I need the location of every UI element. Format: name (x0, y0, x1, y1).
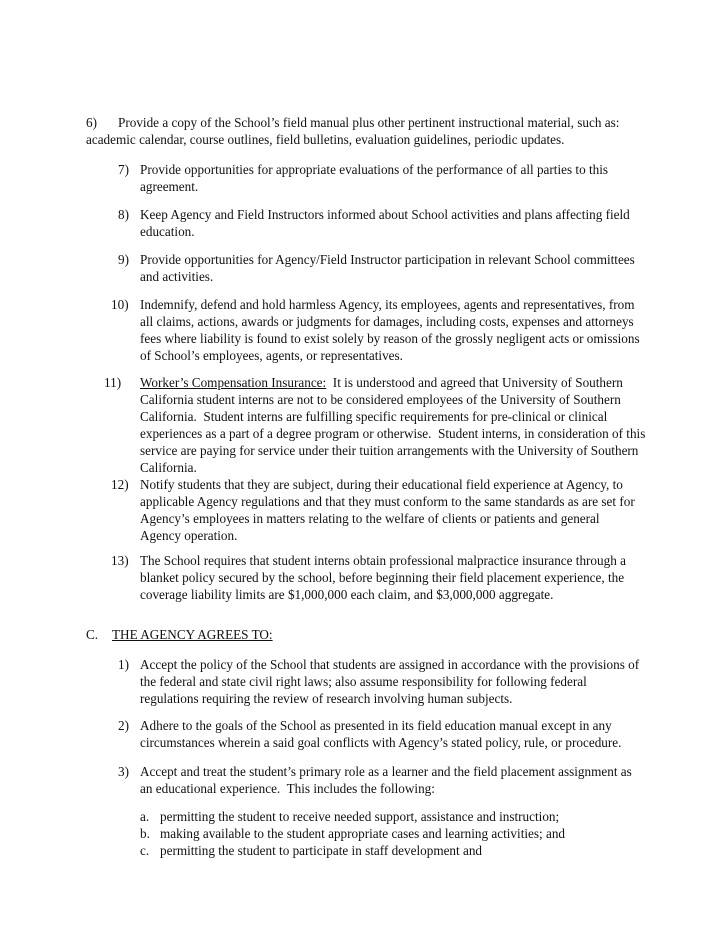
item-text-line: experiences as a part of a degree program or otherwise. Student interns, in consideration of this (140, 426, 646, 441)
item-text-line: Keep Agency and Field Instructors informed about School activities and plans affecting field (140, 207, 630, 222)
item-text-line: California. (140, 460, 197, 475)
sub-item-letter: c. (140, 843, 150, 858)
item-text-rest: It is understood and agreed that University of Southern (326, 375, 623, 390)
item-text-line: Notify students that they are subject, during their educational field experience at Agency, to (140, 477, 623, 492)
sub-item-letter: a. (140, 809, 150, 824)
item-text-line: applicable Agency regulations and that they must conform to the same standards as are set for (140, 494, 635, 509)
item-text-line: Agency operation. (140, 528, 238, 543)
item-text-line: and activities. (140, 269, 214, 284)
sub-item-letter: b. (140, 826, 150, 841)
item-text-line: Agency’s employees in matters relating to the welfare of clients or patients and general (140, 511, 600, 526)
item-number: 8) (118, 207, 129, 222)
item-text-line: Provide a copy of the School’s field manual plus other pertinent instructional material, such as: (118, 115, 620, 130)
item-number: 3) (118, 764, 129, 779)
sub-item-text: permitting the student to receive needed support, assistance and instruction; (160, 809, 560, 824)
item-number: 7) (118, 162, 129, 177)
item-text-line: California student interns are not to be considered employees of the University of Southern (140, 392, 621, 407)
item-text-line: Provide opportunities for Agency/Field Instructor participation in relevant School committees (140, 252, 635, 267)
item-text-line: regulations requiring the review of research involving human subjects. (140, 691, 513, 706)
item-text-line: fees where liability is found to exist solely by reason of the grossly negligent acts or omissions (140, 331, 640, 346)
item-text-line: blanket policy secured by the school, before beginning their field placement experience, the (140, 570, 625, 585)
item-text-line: education. (140, 224, 195, 239)
item-number: 9) (118, 252, 129, 267)
item-number: 2) (118, 718, 129, 733)
item-heading: Worker’s Compensation Insurance: (140, 375, 327, 390)
item-text-line: Provide opportunities for appropriate evaluations of the performance of all parties to this (140, 162, 609, 177)
item-text-line: Accept and treat the student’s primary role as a learner and the field placement assignment as (140, 764, 632, 779)
item-text-line: service are paying for service under their tuition arrangements with the University of Southern (140, 443, 639, 458)
item-text-line: circumstances wherein a said goal conflicts with Agency’s stated policy, rule, or procedure. (140, 735, 622, 750)
item-number: 1) (118, 657, 129, 672)
item-number: 10) (111, 297, 129, 312)
item-text-line: the federal and state civil right laws; also assume responsibility for following federal (140, 674, 587, 689)
item-text-line: academic calendar, course outlines, field bulletins, evaluation guidelines, periodic updates. (86, 132, 565, 147)
item-text-line (140, 374, 623, 391)
item-text-line: Accept the policy of the School that students are assigned in accordance with the provisions of (140, 657, 640, 672)
item-text-line: an educational experience. This includes the following: (140, 781, 435, 796)
sub-item-text: making available to the student appropriate cases and learning activities; and (160, 826, 566, 841)
item-number: 11) (104, 375, 122, 390)
item-text-line: agreement. (140, 179, 199, 194)
item-text-line: all claims, actions, awards or judgments for damages, including costs, expenses and attorneys (140, 314, 634, 329)
item-text-line: The School requires that student interns obtain professional malpractice insurance through a (140, 553, 626, 568)
item-number: 6) (86, 115, 97, 130)
item-text-line: of School’s employees, agents, or representatives. (140, 348, 403, 363)
section-title: THE AGENCY AGREES TO: (112, 627, 273, 642)
section-letter: C. (86, 627, 99, 642)
item-text-line: coverage liability limits are $1,000,000 each claim, and $3,000,000 aggregate. (140, 587, 554, 602)
sub-item-text: permitting the student to participate in staff development and (160, 843, 483, 858)
item-text-line: Indemnify, defend and hold harmless Agency, its employees, agents and representatives, from (140, 297, 635, 312)
item-number: 13) (111, 553, 129, 568)
item-text-line: California. Student interns are fulfilling specific requirements for pre-clinical or clinical (140, 409, 608, 424)
item-text-line: Adhere to the goals of the School as presented in its field education manual except in any (140, 718, 612, 733)
item-number: 12) (111, 477, 129, 492)
